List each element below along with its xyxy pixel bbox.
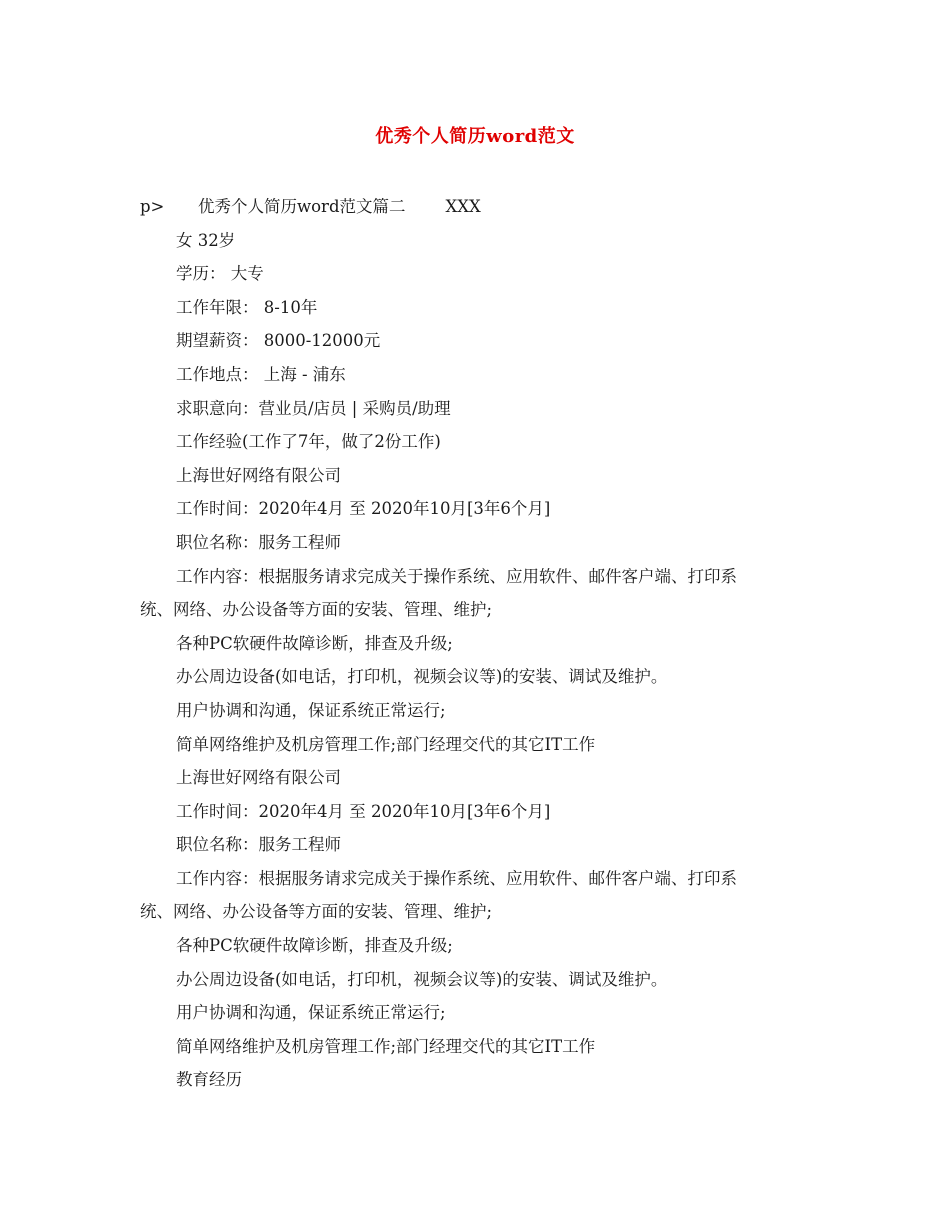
job-content-line1: 工作内容：根据服务请求完成关于操作系统、应用软件、邮件客户端、打印系: [176, 566, 737, 586]
job-title: 职位名称：服务工程师: [176, 532, 341, 552]
document-title: 优秀个人简历word范文: [375, 126, 575, 147]
gender-age: 女 32岁: [176, 230, 236, 250]
resume-subtitle: 优秀个人简历word范文篇二: [198, 197, 406, 216]
job-title: 职位名称：服务工程师: [176, 835, 341, 855]
work-years: 工作年限： 8-10年: [176, 297, 318, 317]
resume-body: [140, 190, 820, 1097]
job-duty: 各种PC软硬件故障诊断，排查及升级;: [176, 633, 453, 653]
work-period: 工作时间：2020年4月 至 2020年10月[3年6个月]: [176, 499, 551, 519]
job-duty: 办公周边设备(如电话，打印机，视频会议等)的安装、调试及维护。: [176, 667, 668, 687]
job-duty: 用户协调和沟通，保证系统正常运行;: [176, 1003, 446, 1023]
expected-salary: 期望薪资： 8000-12000元: [176, 331, 381, 351]
resume-header-row: [140, 190, 820, 224]
job-duty: 用户协调和沟通，保证系统正常运行;: [176, 700, 446, 720]
work-period: 工作时间：2020年4月 至 2020年10月[3年6个月]: [176, 801, 551, 821]
work-location: 工作地点： 上海 - 浦东: [176, 364, 346, 384]
company-name: 上海世好网络有限公司: [176, 768, 341, 788]
job-intention: 求职意向：营业员/店员 | 采购员/助理: [176, 398, 451, 418]
company-name: 上海世好网络有限公司: [176, 465, 341, 485]
job-content-line1: 工作内容：根据服务请求完成关于操作系统、应用软件、邮件客户端、打印系: [176, 868, 737, 888]
job-content-line2: 统、网络、办公设备等方面的安装、管理、维护;: [140, 600, 493, 620]
job-duty: 简单网络维护及机房管理工作;部门经理交代的其它IT工作: [176, 734, 596, 754]
job-duty: 简单网络维护及机房管理工作;部门经理交代的其它IT工作: [176, 1036, 596, 1056]
education-level: 学历： 大专: [176, 264, 264, 284]
stray-prefix: p>: [140, 197, 165, 216]
experience-summary: 工作经验(工作了7年，做了2份工作): [176, 432, 441, 452]
candidate-name: XXX: [445, 197, 481, 216]
job-duty: 办公周边设备(如电话，打印机，视频会议等)的安装、调试及维护。: [176, 969, 668, 989]
job-duty: 各种PC软硬件故障诊断，排查及升级;: [176, 936, 453, 956]
education-heading: 教育经历: [176, 1070, 242, 1090]
job-content-line2: 统、网络、办公设备等方面的安装、管理、维护;: [140, 902, 493, 922]
